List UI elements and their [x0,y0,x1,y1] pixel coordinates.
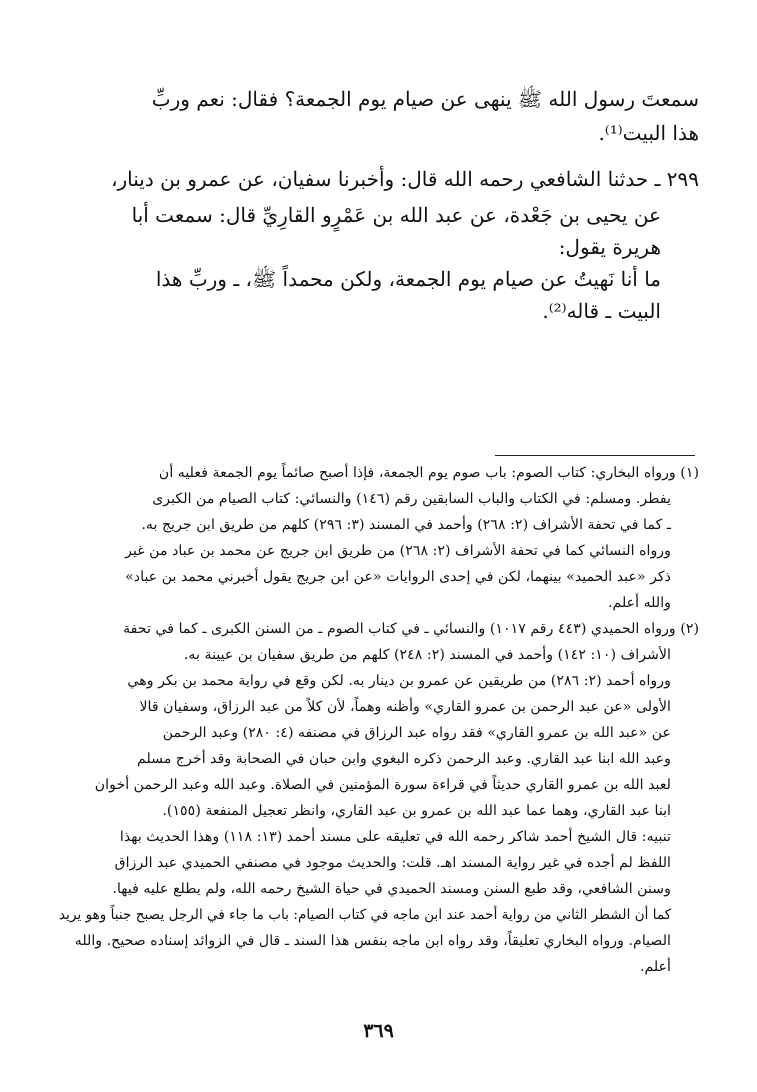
footnote-line: والله أعلم. [608,595,671,611]
main-line: ما أنا نَهيتُ عن صيام يوم الجمعة، ولكن محمداً ﷺ، ـ وربِّ هذا [155,267,661,291]
footnote-line: الصيام. ورواه البخاري تعليقاً، وقد رواه ابن ماجه بنفس هذا السند ـ قال في الزوائد إسناده صحيح. والله [74,933,671,949]
footnote-line: ورواه النسائي كما في تحفة الأشراف (٢: ٢٦٨) من طريق ابن جريج عن محمد بن عباد من غير [125,543,671,559]
footnote-line: (١) ورواه البخاري: كتاب الصوم: باب صوم يوم الجمعة، فإذا أصبح صائماً يوم الجمعة فعليه أن [158,465,699,481]
footnote-line: لعبد الله بن عمرو القاري حديثاً في قراءة سورة المؤمنين في الصلاة. وعبد الله وعبد الرحمن أخوان [94,777,671,793]
footnote-line: كما أن الشطر الثاني من رواية أحمد عند ابن ماجه في كتاب الصيام: باب ما جاء في الرجل يصبح جنباً وهو يريد [58,907,671,923]
footnote-line: ـ كما في تحفة الأشراف (٢: ٢٦٨) وأحمد في المسند (٣: ٢٩٦) كلهم من طريق ابن جريج به. [141,517,671,533]
footnote-line: (٢) ورواه الحميدي (٤٤٣ رقم ١٠١٧) والنسائي ـ في كتاب الصوم ـ من السنن الكبرى ـ كما في تحفة [123,621,699,637]
main-line: سمعتَ رسول الله ﷺ ينهى عن صيام يوم الجمعة؟ فقال: نعم وربِّ [151,87,699,111]
footnote-line: وسنن الشافعي، وقد طبع السنن ومسند الحميدي في حياة الشيخ رحمه الله، ولم يطلع عليه فيها. [112,881,671,897]
hadith-299-line: ٢٩٩ ـ حدثنا الشافعي رحمه الله قال: وأخبرنا سفيان، عن عمرو بن دينار، [111,167,699,191]
main-line: البيت ـ قاله⁽²⁾. [542,299,661,323]
footnote-line: اللفظ لم أجده في غير رواية المسند اهـ. قلت: والحديث موجود في مصنفي الحميدي عبد الرزاق [114,855,671,871]
footnote-line: الأشراف (١٠: ١٤٢) وأحمد في المسند (٢: ٢٤٨) كلهم من طريق سفيان بن عيينة به. [183,647,671,663]
main-line: عن يحيى بن جَعْدة، عن عبد الله بن عَمْرٍو القارِيِّ قال: سمعت أبا [131,203,661,227]
footnote-line: ابنا عبد القاري، وهما عما عبد الله بن عمرو بن عبد القاري، وانظر تعجيل المنفعة (١٥٥). [162,803,671,819]
page-number: ٣٦٩ [363,1020,394,1042]
main-line: هريرة يقول: [558,235,661,259]
footnote-line: عن «عبد الله بن عمرو القاري» فقد رواه عبد الرزاق في مصنفه (٤: ٢٨٠) وعبد الرحمن [162,725,671,741]
footnote-separator [495,455,695,456]
footnote-line: أعلم. [639,959,671,975]
footnote-line: ورواه أحمد (٢: ٢٨٦) من طريقين عن عمرو بن دينار به. لكن وقع في رواية محمد بن بكر وهي [127,673,671,689]
footnote-line: يفطر. ومسلم: في الكتاب والباب السابقين رقم (١٤٦) والنسائي: كتاب الصيام من الكبرى [152,491,671,507]
footnote-line: ذكر «عبد الحميد» بينهما، لكن في إحدى الروايات «عن ابن جريج يقول أخبرني محمد بن عباد» [125,569,671,585]
footnote-line: وعبد الله ابنا عبد القاري. وعبد الرحمن ذكره البغوي وابن حبان في الصحابة وقد أخرج مسلم [137,751,671,767]
footnote-line: تنبيه: قال الشيخ أحمد شاكر رحمه الله في تعليقه على مسند أحمد (١٣: ١١٨) وهذا الحديث بهذا [119,829,671,845]
footnote-line: الأولى «عن عبد الرحمن بن عمرو القاري» وأظنه وهماً، لأن كلاً من عبد الرزاق، وسفيان قالا [139,699,671,715]
main-line: هذا البيت⁽¹⁾. [598,121,699,145]
